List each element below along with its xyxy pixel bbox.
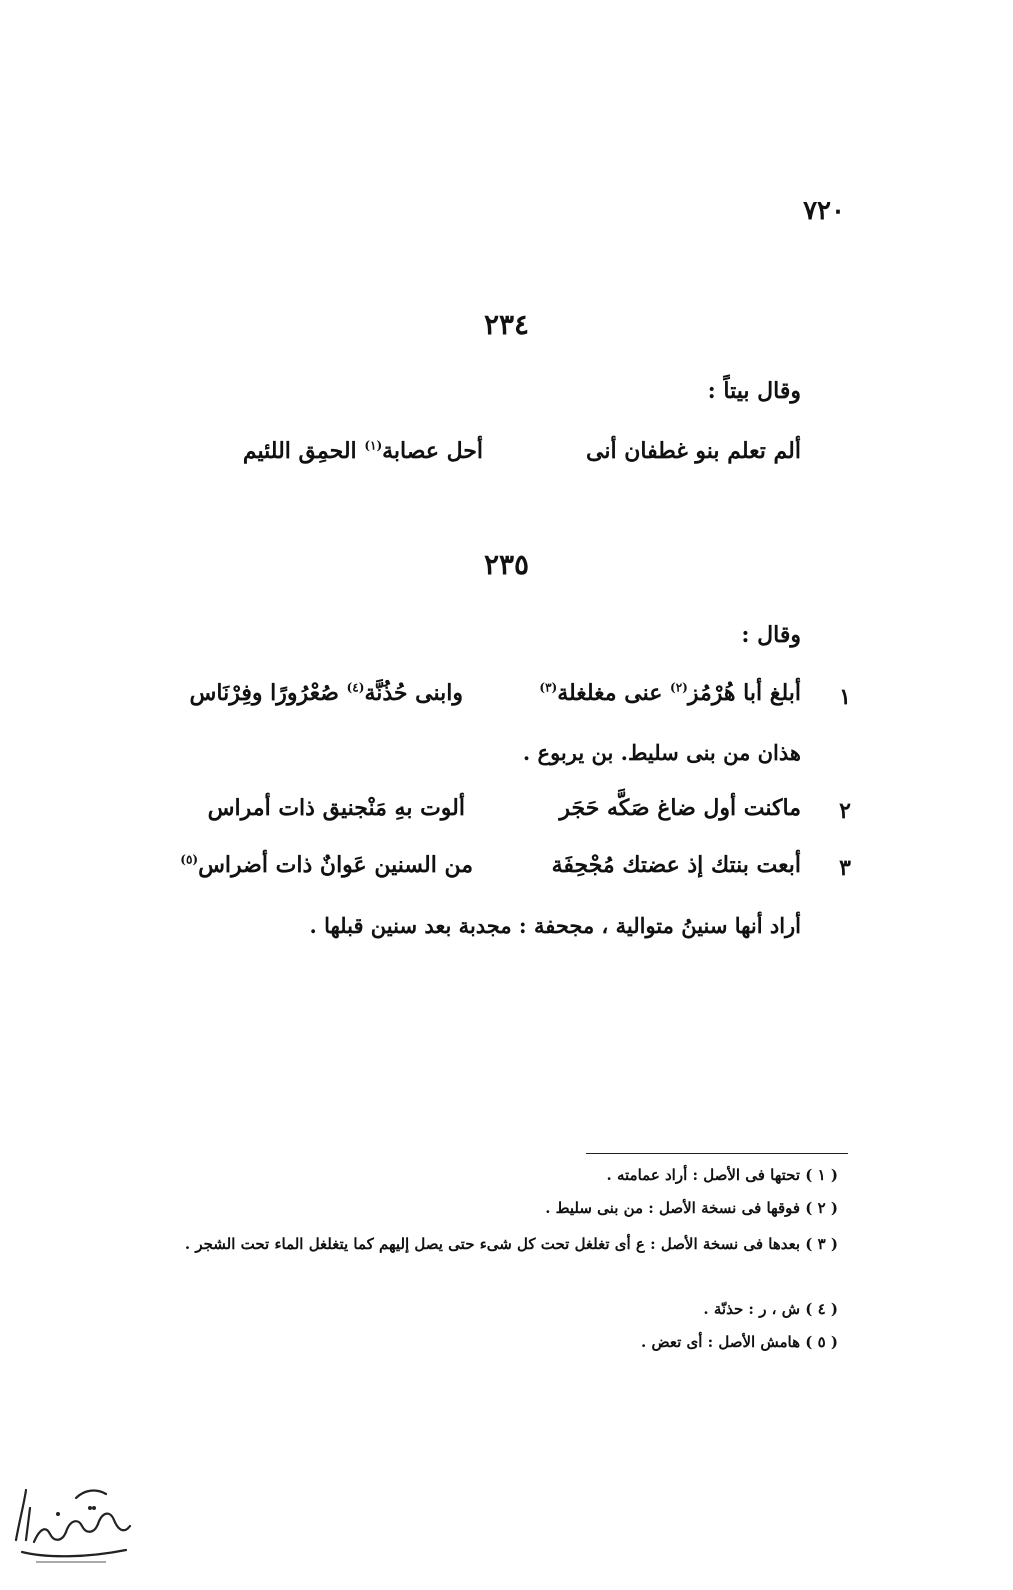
footnote-ref: (٣) (539, 680, 558, 695)
footnote-ref: (٢) (670, 680, 688, 695)
hemistich-text: من السنين عَوانٌ ذات أضراس (198, 852, 473, 878)
poem-234-intro: وقال بيتاً : (707, 378, 801, 404)
verse-number-2: ٢ (839, 798, 851, 824)
footnote-marker: ( ٣ ) (805, 1235, 838, 1253)
verse-3-gloss: أراد أنها سنينُ متوالية ، مجحفة : مجدبة بعد سنين قبلها . (309, 913, 801, 938)
hemistich-text: الحمِق اللئيم (242, 438, 357, 464)
verse-1-hemistich-2 (190, 680, 463, 706)
poem-234-hemistich-2 (243, 438, 483, 464)
footnote-5 (641, 1333, 838, 1351)
footnote-marker: ( ٥ ) (805, 1333, 838, 1351)
calligraphy-stamp-logo (6, 1468, 136, 1568)
hemistich-text: وابنى حُذُنَّة (364, 680, 463, 706)
verse-number-1: ١ (839, 684, 851, 710)
verse-2-hemistich-2: ألوت بهِ مَنْجنيق ذات أمراس (207, 795, 465, 821)
footnote-ref: (٥) (180, 852, 199, 867)
poem-235-intro: وقال : (741, 622, 801, 648)
footnote-4 (703, 1300, 838, 1318)
verse-2-hemistich-1: ماكنت أول ضاغ صَكَّه حَجَر (559, 795, 801, 821)
stamp-icon (6, 1468, 136, 1568)
poem-234-hemistich-1: ألم تعلم بنو غطفان أنى (586, 438, 801, 464)
footnote-marker: ( ٤ ) (805, 1300, 838, 1318)
footnote-text: فوقها فى نسخة الأصل : من بنى سليط . (545, 1199, 801, 1217)
footnote-text: هامش الأصل : أى تعض . (641, 1333, 801, 1351)
verse-1-hemistich-1 (539, 680, 801, 706)
poem-number-234: ٢٣٤ (483, 308, 530, 341)
footnote-ref: (٤) (346, 680, 365, 695)
poem-number-235: ٢٣٥ (483, 548, 530, 581)
verse-1-gloss: هذان من بنى سليط. بن يربوع . (522, 740, 801, 765)
footnote-text: تحتها فى الأصل : أراد عمامته . (606, 1166, 801, 1184)
footnote-separator (586, 1153, 848, 1154)
footnote-3 (155, 1227, 838, 1261)
footnote-marker: ( ٢ ) (805, 1199, 838, 1217)
page-number: ٧٢٠ (803, 196, 845, 226)
hemistich-text: أبلغ أبا هُرْمُز (687, 680, 801, 706)
footnote-marker: ( ١ ) (805, 1166, 838, 1184)
footnote-1 (607, 1166, 838, 1184)
hemistich-text: صُعْرُورًا وفِرْنَاس (189, 680, 339, 706)
verse-3-hemistich-1: أبعت بنتك إذ عضتك مُجْحِفَة (551, 852, 801, 878)
footnote-text: بعدها فى نسخة الأصل : ع أى تغلغل تحت كل شىء حتى يصل إليهم كما يتغلغل الماء تحت الشجر . (184, 1235, 801, 1253)
verse-number-3: ٣ (839, 855, 851, 881)
footnote-2 (545, 1199, 838, 1217)
verse-3-hemistich-2 (180, 852, 473, 878)
footnote-text: ش ، ر : حذنّة . (703, 1300, 801, 1318)
footnote-ref: (١) (364, 438, 383, 453)
hemistich-text: عنى مغلغلة (557, 680, 663, 706)
hemistich-text: أحل عصابة (382, 438, 483, 464)
